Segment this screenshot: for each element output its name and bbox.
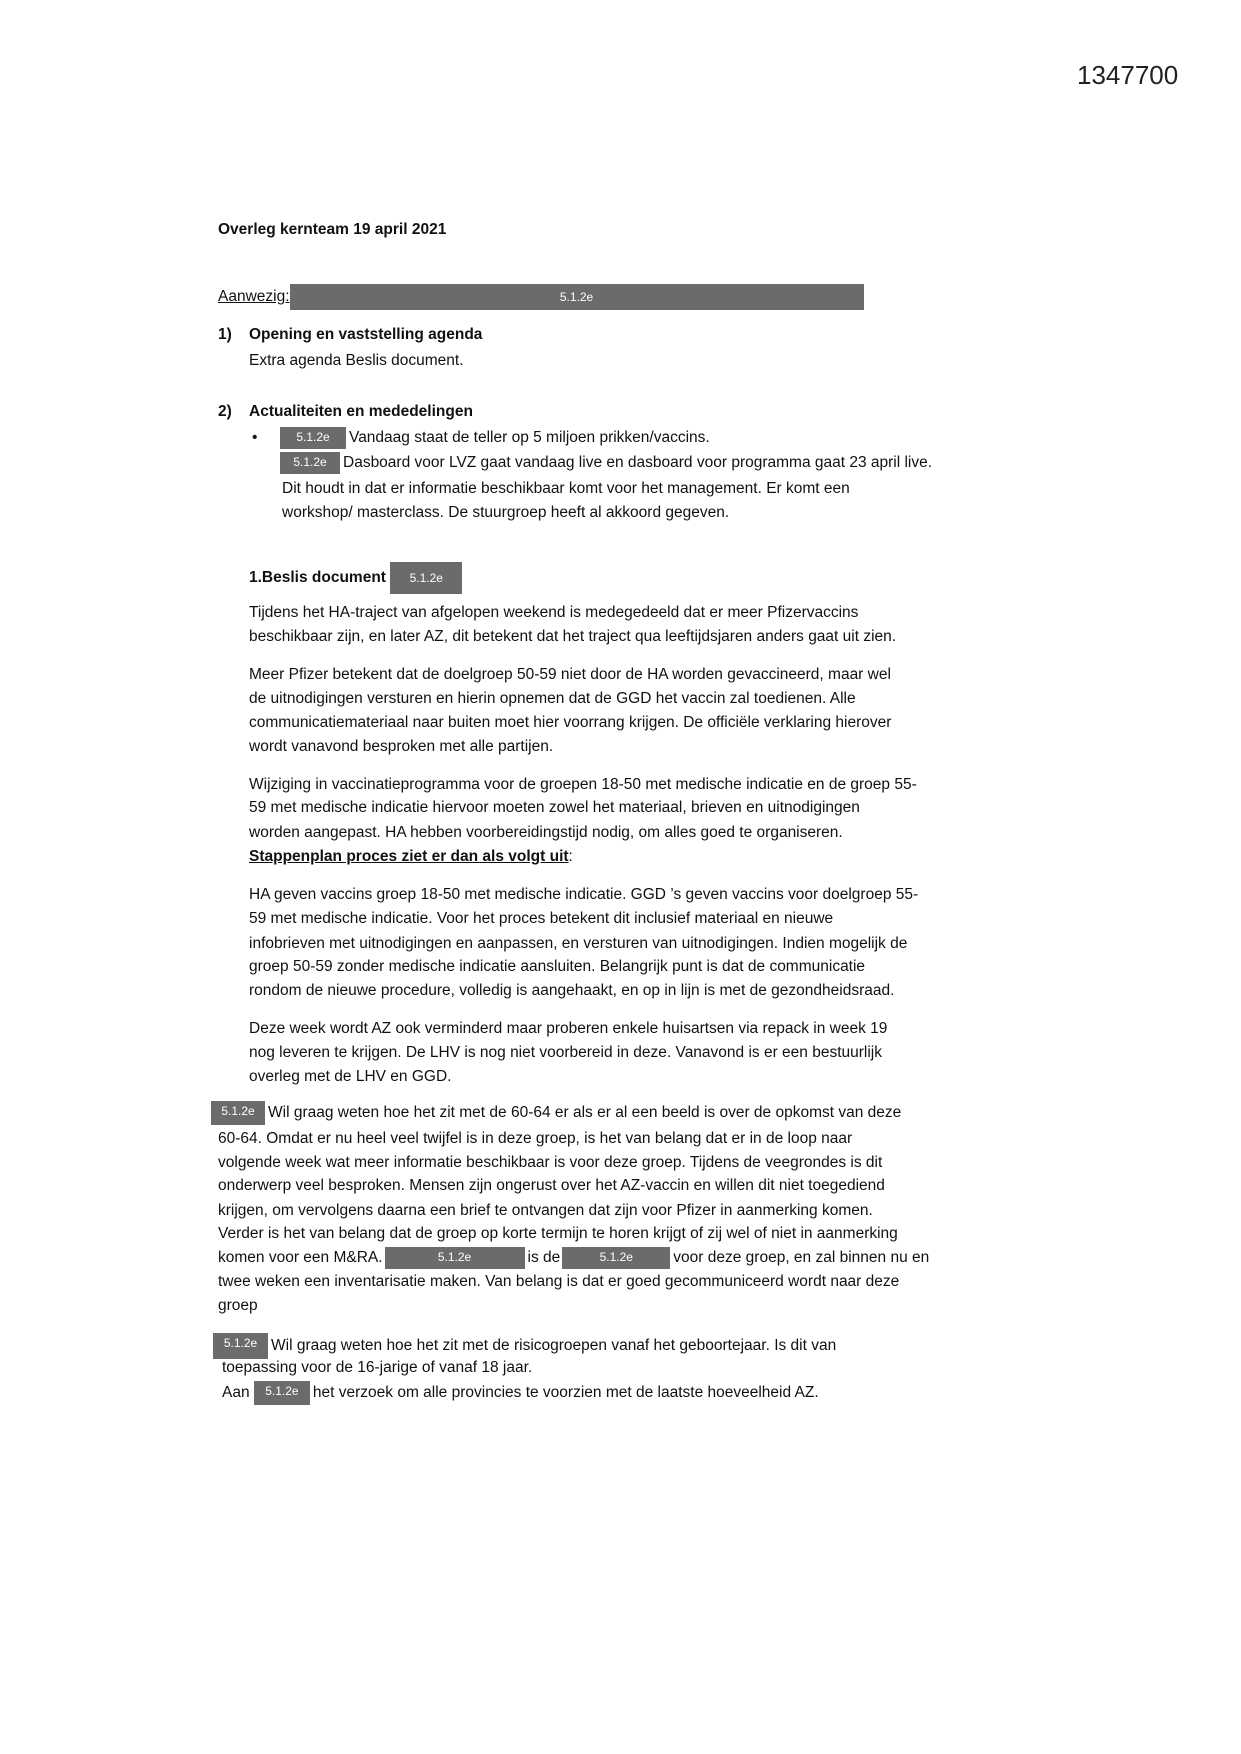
bullet-line xyxy=(280,426,710,450)
paragraph-line: wordt vanavond besproken met alle partijen. xyxy=(249,738,554,755)
bullet-text: Dasboard voor LVZ gaat vandaag live en dasboard voor programma gaat 23 april live. xyxy=(343,454,933,471)
redaction: 5.1.2e xyxy=(280,452,340,474)
bullet-icon: • xyxy=(252,429,258,446)
paragraph-text: is de xyxy=(527,1249,561,1266)
redaction: 5.1.2e xyxy=(562,1247,670,1269)
paragraph-line: communicatiemateriaal naar buiten moet hier voorrang krijgen. De officiële verklaring hierover xyxy=(249,714,892,731)
paragraph-line: HA geven vaccins groep 18-50 met medische indicatie. GGD ’s geven vaccins voor doelgroep 55- xyxy=(249,886,919,903)
paragraph-line: Meer Pfizer betekent dat de doelgroep 50-59 niet door de HA worden gevaccineerd, maar wel xyxy=(249,666,891,683)
item2-heading: Actualiteiten en mededelingen xyxy=(249,403,473,420)
paragraph-line: 59 met medische indicatie. Voor het proces betekent dit inclusief materiaal en nieuwe xyxy=(249,910,834,927)
paragraph-line xyxy=(211,1101,901,1125)
paragraph-line: 60-64. Omdat er nu heel veel twijfel is in deze groep, is het van belang dat er in de loop naar xyxy=(218,1130,853,1147)
item1-text: Extra agenda Beslis document. xyxy=(249,352,464,369)
paragraph-line: nog leveren te krijgen. De LHV is nog niet voorbereid in deze. Vanavond is er een bestuurlijk xyxy=(249,1044,883,1061)
document-title: Overleg kernteam 19 april 2021 xyxy=(218,221,447,238)
paragraph-line: groep xyxy=(218,1297,258,1314)
redaction: 5.1.2e xyxy=(213,1333,268,1359)
paragraph-line: beschikbaar zijn, en later AZ, dit betekent dat het traject qua leeftijdsjaren anders gaat uit zien. xyxy=(249,628,897,645)
paragraph-text: het verzoek om alle provincies te voorzien met de laatste hoeveelheid AZ. xyxy=(312,1384,819,1402)
paragraph-line: overleg met de LHV en GGD. xyxy=(249,1068,452,1085)
bullet-text: Vandaag staat de teller op 5 miljoen prikken/vaccins. xyxy=(349,429,710,446)
beslis-heading: 1.Beslis document xyxy=(249,569,386,587)
paragraph-line xyxy=(213,1333,836,1357)
bullet-line: Dit houdt in dat er informatie beschikbaar komt voor het management. Er komt een xyxy=(282,480,850,497)
redaction: 5.1.2e xyxy=(211,1101,265,1125)
redaction: 5.1.2e xyxy=(390,562,462,594)
paragraph-line: groep 50-59 zonder medische indicatie aansluiten. Belangrijk punt is dat de communicatie xyxy=(249,958,866,975)
paragraph-line: infobrieven met uitnodigingen en aanpassen, en versturen van uitnodigingen. Indien mogelijk de xyxy=(249,935,908,952)
paragraph-line: Wijziging in vaccinatieprogramma voor de groepen 18-50 met medische indicatie en de groep 55- xyxy=(249,776,917,793)
present-row xyxy=(218,284,867,308)
paragraph-line xyxy=(249,845,573,869)
paragraph-line: krijgen, om vervolgens daarna een brief te ontvangen dat zijn voor Pfizer in aanmerking komen. xyxy=(218,1202,873,1219)
paragraph-line: onderwerp veel besproken. Mensen zijn ongerust over het AZ-vaccin en willen dit niet toegediend xyxy=(218,1177,885,1194)
redaction: 5.1.2e xyxy=(254,1381,310,1405)
paragraph-text: Wil graag weten hoe het zit met de risicogroepen vanaf het geboortejaar. Is dit van xyxy=(271,1337,837,1355)
paragraph-line: Deze week wordt AZ ook verminderd maar proberen enkele huisartsen via repack in week 19 xyxy=(249,1020,888,1037)
paragraph-text: komen voor een M&RA. xyxy=(218,1249,383,1266)
paragraph-line: Tijdens het HA-traject van afgelopen weekend is medegedeeld dat er meer Pfizervaccins xyxy=(249,604,859,621)
item1-heading: Opening en vaststelling agenda xyxy=(249,326,483,343)
beslis-heading-row xyxy=(249,562,465,586)
bullet-line xyxy=(280,451,932,475)
paragraph-line: rondom de nieuwe procedure, volledig is aangehaakt, en op in lijn is met de gezondheidsraad. xyxy=(249,982,895,999)
paragraph-line xyxy=(222,1381,819,1405)
paragraph-line: twee weken een inventarisatie maken. Van belang is dat er goed gecommuniceerd wordt naar deze xyxy=(218,1273,900,1290)
bullet-line: workshop/ masterclass. De stuurgroep heeft al akkoord gegeven. xyxy=(282,504,730,521)
paragraph-line: 59 met medische indicatie hiervoor moeten zowel het materiaal, brieven en uitnodigingen xyxy=(249,799,860,816)
redaction: 5.1.2e xyxy=(290,284,864,310)
paragraph-line: volgende week wat meer informatie beschikbaar is voor deze groep. Tijdens de veegrondes is dit xyxy=(218,1154,883,1171)
paragraph-line: toepassing voor de 16-jarige of vanaf 18 jaar. xyxy=(222,1359,533,1376)
redaction: 5.1.2e xyxy=(385,1247,525,1269)
redaction: 5.1.2e xyxy=(280,427,346,449)
colon: : xyxy=(568,848,573,865)
paragraph-text: voor deze groep, en zal binnen nu en xyxy=(673,1249,930,1266)
paragraph-line: de uitnodigingen versturen en hierin opnemen dat de GGD het vaccin zal toedienen. Alle xyxy=(249,690,856,707)
paragraph-text: Aan xyxy=(222,1384,250,1402)
paragraph-line: Verder is het van belang dat de groep op korte termijn te horen krijgt of zij wel of niet in aanmerking xyxy=(218,1225,898,1242)
paragraph-text: Wil graag weten hoe het zit met de 60-64 er als er al een beeld is over de opkomst van deze xyxy=(268,1104,902,1122)
item2-number: 2) xyxy=(218,403,232,420)
item1-number: 1) xyxy=(218,326,232,343)
paragraph-line xyxy=(218,1246,929,1270)
document-number: 1347700 xyxy=(1077,60,1179,90)
stappenplan-heading: Stappenplan proces ziet er dan als volgt uit xyxy=(249,848,569,865)
paragraph-line: worden aangepast. HA hebben voorbereidingstijd nodig, om alles goed te organiseren. xyxy=(249,824,843,841)
present-label: Aanwezig: xyxy=(218,288,290,306)
